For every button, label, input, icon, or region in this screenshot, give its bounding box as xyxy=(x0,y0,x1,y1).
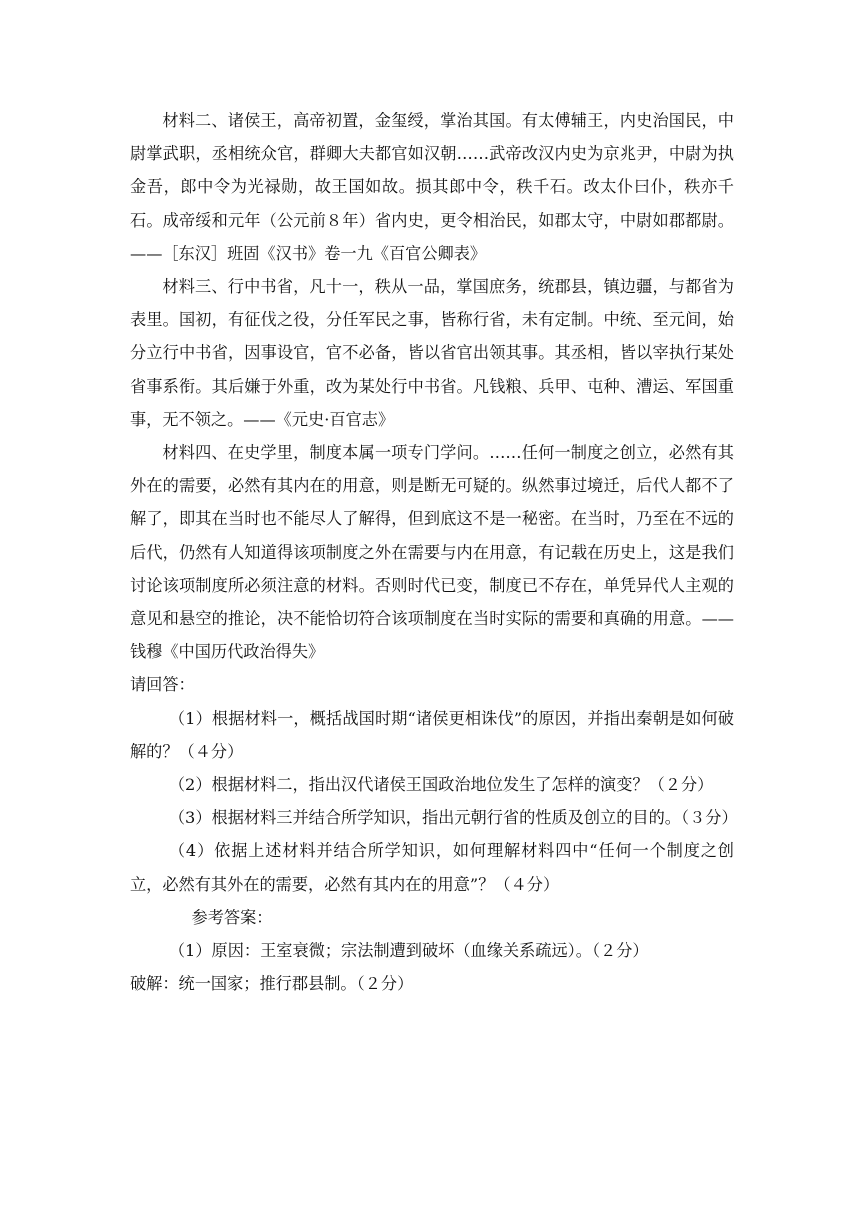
question-1: （1）根据材料一，概括战国时期“诸侯更相诛伐”的原因，并指出秦朝是如何破解的？（４分） xyxy=(130,708,734,761)
answer-line-2: 破解：统一国家；推行郡县制。（２分） xyxy=(130,974,414,994)
material-two: 材料二、诸侯王，高帝初置，金玺绶，掌治其国。有太傅辅王，内史治国民，中尉掌武职，丞相统众官，群卿大夫都官如汉朝……武帝改汉内史为京兆尹，中尉为执金吾，郎中令为光禄勋，故王国如故。损其郎中令，秩千石。改太仆曰仆，秩亦千石。成帝绥和元年（公元前８年）省内史，更令相治民，如郡太守，中尉如郡都尉。——［东汉］班固《汉书》卷一九《百官公卿表》 xyxy=(130,111,734,263)
material-three: 材料三、行中书省，凡十一，秩从一品，掌国庶务，统郡县，镇边疆，与都省为表里。国初，有征伐之役，分任军民之事，皆称行省，未有定制。中统、至元间，始分立行中书省，因事设官，官不必备，皆以省官出领其事。其丞相，皆以宰执行某处省事系衔。其后嫌于外重，改为某处行中书省。凡钱粮、兵甲、屯种、漕运、军国重事，无不领之。——《元史·百官志》 xyxy=(130,277,734,429)
question-4: （4）依据上述材料并结合所学知识，如何理解材料四中“任何一个制度之创立，必然有其外在的需要，必然有其内在的用意”？（４分） xyxy=(130,841,734,894)
answer-prompt: 请回答： xyxy=(130,675,195,695)
reference-answer-title: 参考答案： xyxy=(191,907,273,927)
document-body xyxy=(130,104,738,1000)
question-3: （3）根据材料三并结合所学知识，指出元朝行省的性质及创立的目的。（３分） xyxy=(168,808,738,828)
question-2: （2）根据材料二，指出汉代诸侯王国政治地位发生了怎样的演变？（２分） xyxy=(168,775,714,795)
material-four: 材料四、在史学里，制度本属一项专门学问。……任何一制度之创立，必然有其外在的需要，必然有其内在的用意，则是断无可疑的。纵然事过境迁，后代人都不了解了，即其在当时也不能尽人了解得，但到底这不是一秘密。在当时，乃至在不远的后代，仍然有人知道得该项制度之外在需要与内在用意，有记载在历史上，这是我们讨论该项制度所必须注意的材料。否则时代已变，制度已不存在，单凭异代人主观的意见和悬空的推论，决不能恰切符合该项制度在当时实际的需要和真确的用意。——钱穆《中国历代政治得失》 xyxy=(130,443,734,662)
answer-line-1: （1）原因：王室衰微；宗法制遭到破坏（血缘关系疏远）。（２分） xyxy=(168,941,649,961)
